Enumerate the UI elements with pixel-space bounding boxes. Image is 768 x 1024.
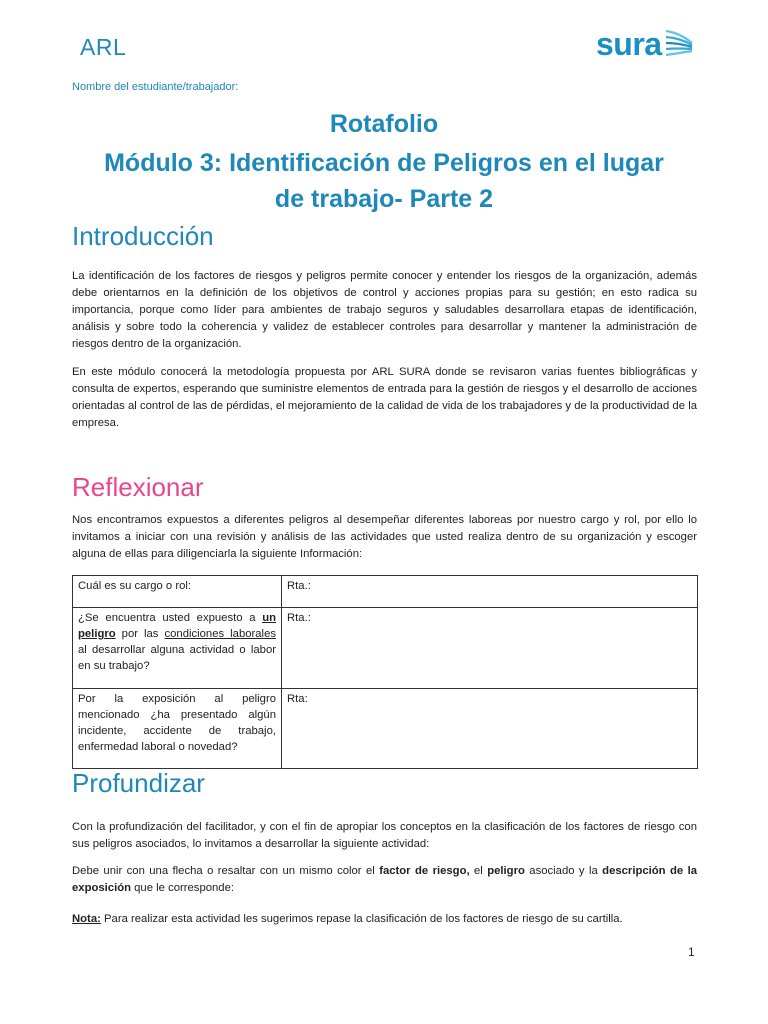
document-subtitle xyxy=(40,145,728,217)
para-text: que le corresponde: xyxy=(131,882,235,894)
reflexionar-paragraph: Nos encontramos expuestos a diferentes peligros al desempeñar diferentes laboreas por nuestro cargo y rol, por ello lo invitamos a iniciar con una revisión y análisis de las actividades que usted realiza dentro de su organización y escoger alguna de ellas para diligenciarla la siguiente Información: xyxy=(72,514,697,560)
nota-paragraph xyxy=(72,911,697,928)
reflection-table xyxy=(72,575,698,769)
question-underlined-text: condiciones laborales xyxy=(164,628,276,640)
sura-logo xyxy=(596,27,694,61)
heading-profundizar: Profundizar xyxy=(72,768,205,798)
para-bold-text: factor de riesgo, xyxy=(379,865,470,877)
arl-label: ARL xyxy=(80,34,127,60)
question-text: por las xyxy=(115,628,165,640)
para-bold-text: peligro xyxy=(487,865,525,877)
intro-paragraph-1: La identificación de los factores de riesgos y peligros permite conocer y entender los riesgos de la organización, además debe orientarnos en la definición de los objetivos de control y acciones propias para su gestión; en esto radica su importancia, porque como líder para ambientes de trabajo seguros y saludables desarrollara etapas de identificación, análisis y sobre todo la coherencia y validez de establecer controles para desarrollar y mantener la administración de riesgos dentro de la organización. xyxy=(72,270,697,350)
question-text: ¿Se encuentra usted expuesto a xyxy=(78,612,263,624)
question-incidente: Por la exposición al peligro mencionado ¿ha presentado algún incidente, accidente de trabajo, enfermedad laboral o novedad? xyxy=(73,689,282,769)
para-bold-text: descripción de la exposición xyxy=(72,865,697,894)
subtitle-line-2: de trabajo- Parte 2 xyxy=(274,185,494,213)
student-name-label: Nombre del estudiante/trabajador: xyxy=(72,81,239,93)
question-peligro xyxy=(73,608,282,689)
answer-incidente-field[interactable]: Rta: xyxy=(282,689,698,769)
table-row xyxy=(73,608,698,689)
table-row xyxy=(73,576,698,608)
table-row xyxy=(73,689,698,769)
question-bold-text: un peligro xyxy=(78,612,276,640)
para-text: asociado y la xyxy=(524,865,603,877)
para-text: Debe unir con una flecha o resaltar con un mismo color el xyxy=(72,865,380,877)
nota-text: Para realizar esta actividad les sugerimos repase la clasificación de los factores de riesgo de su cartilla. xyxy=(100,913,623,925)
profundizar-paragraph-1: Con la profundización del facilitador, y con el fin de apropiar los conceptos en la clasificación de los factores de riesgo con sus peligros asociados, lo invitamos a desarrollar la siguiente actividad: xyxy=(72,821,697,850)
heading-introduccion: Introducción xyxy=(72,221,214,251)
intro-paragraph-2: En este módulo conocerá la metodología propuesta por ARL SURA donde se revisaron varias fuentes bibliográficas y consulta de expertos, esperando que suministre elementos de entrada para la gestión de riesgos y el desarrollo de acciones orientadas al control de las de pérdidas, el mejoramiento de la calidad de vida de los trabajadores y de la productividad de la empresa. xyxy=(72,366,697,429)
heading-reflexionar: Reflexionar xyxy=(72,472,204,502)
sura-swoosh-icon xyxy=(664,27,694,61)
subtitle-line-1: Módulo 3: Identificación de Peligros en el lugar xyxy=(104,149,664,177)
profundizar-paragraph-2 xyxy=(72,863,697,897)
page-number: 1 xyxy=(688,945,695,959)
answer-peligro-field[interactable]: Rta.: xyxy=(282,608,698,689)
nota-label: Nota: xyxy=(72,913,101,925)
question-text: al desarrollar alguna actividad o labor en su trabajo? xyxy=(78,644,276,672)
question-cargo: Cuál es su cargo o rol: xyxy=(73,576,282,608)
document-title: Rotafolio xyxy=(329,110,439,138)
sura-logo-text: sura xyxy=(596,26,662,62)
answer-cargo-field[interactable]: Rta.: xyxy=(282,576,698,608)
para-text: el xyxy=(469,865,488,877)
